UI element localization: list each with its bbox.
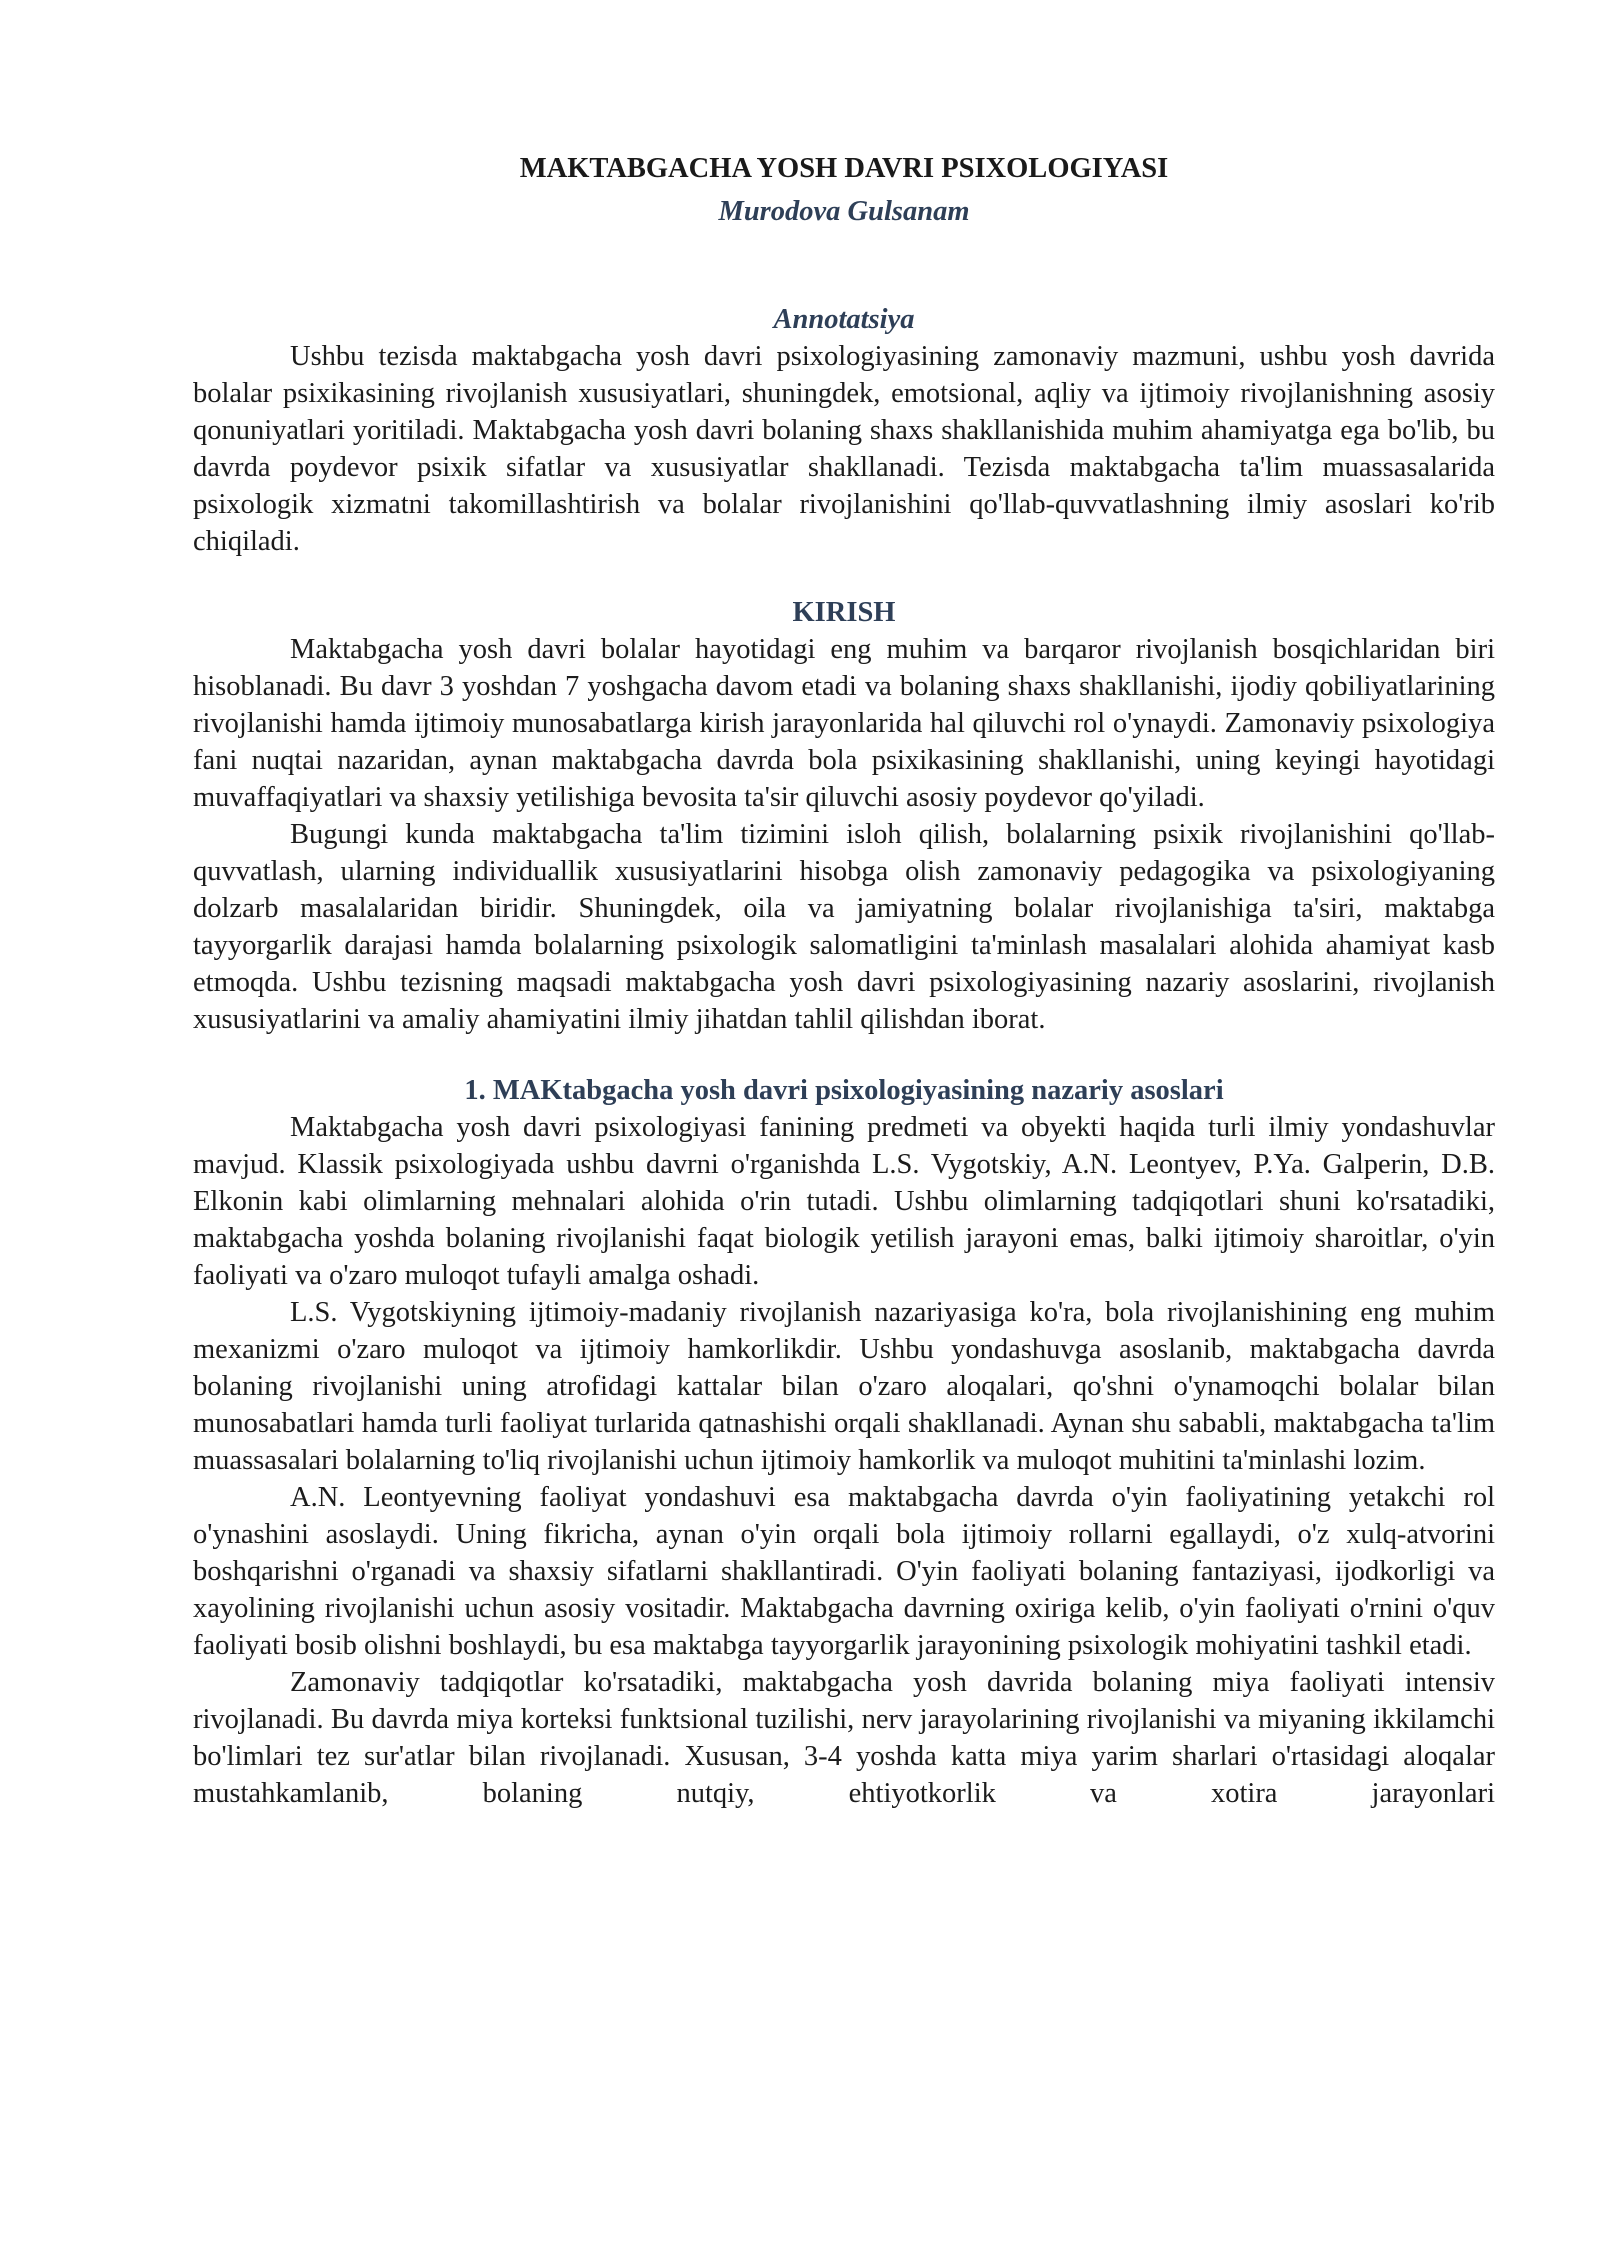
introduction-paragraph-1: Maktabgacha yosh davri bolalar hayotidagi eng muhim va barqaror rivojlanish bosqichlaridan biri hisoblanadi. Bu davr 3 yoshdan 7 yoshgacha davom etadi va bolaning shaxs shakllanishi, ijodiy qobiliyatlarining rivojlanishi hamda ijtimoiy munosabatlarga kirish jarayonlarida hal qiluvchi rol o'ynaydi. Zamonaviy psixologiya fani nuqtai nazaridan, aynan maktabgacha davrda bola psixikasining shakllanishi, uning keyingi hayotidagi muvaffaqiyatlari va shaxsiy yetilishiga bevosita ta'sir qiluvchi asosiy poydevor qo'yiladi.	[193, 634, 1495, 813]
section-1-paragraph-2: L.S. Vygotskiyning ijtimoiy-madaniy rivojlanish nazariyasiga ko'ra, bola rivojlanishining eng muhim mexanizmi o'zaro muloqot va ijtimoiy hamkorlikdir. Ushbu yondashuvga asoslanib, maktabgacha davrda bolaning rivojlanishi uning atrofidagi kattalar bilan o'zaro aloqalari, qo'shni o'ynamoqchi bolalar bilan munosabatlari hamda turli faoliyat turlarida qatnashishi orqali shakllanadi. Aynan shu sababli, maktabgacha ta'lim muassasalari bolalarning to'liq rivojlanishi uchun ijtimoiy hamkorlik va muloqot muhitini ta'minlashi lozim.	[193, 1297, 1495, 1476]
annotation-heading: Annotatsiya	[773, 304, 915, 335]
introduction-paragraph-2: Bugungi kunda maktabgacha ta'lim tizimini isloh qilish, bolalarning psixik rivojlanishini qo'llab-quvvatlash, ularning individuallik xususiyatlarini hisobga olish zamonaviy pedagogika va psixologiyaning dolzarb masalalaridan biridir. Shuningdek, oila va jamiyatning bolalar rivojlanishiga ta'siri, maktabga tayyorgarlik darajasi hamda bolalarning psixologik salomatligini ta'minlash masalalari alohida ahamiyat kasb etmoqda. Ushbu tezisning maqsadi maktabgacha yosh davri psixologiyasining nazariy asoslarini, rivojlanish xususiyatlarini va amaliy ahamiyatini ilmiy jihatdan tahlil qilishdan iborat.	[193, 819, 1495, 1035]
document-page	[193, 150, 1495, 1812]
section-1-paragraph-3: A.N. Leontyevning faoliyat yondashuvi esa maktabgacha davrda o'yin faoliyatining yetakchi rol o'ynashini asoslaydi. Uning fikricha, aynan o'yin orqali bola ijtimoiy rollarni egallaydi, o'z xulq-atvorini boshqarishni o'rganadi va shaxsiy sifatlarni shakllantiradi. O'yin faoliyati bolaning fantaziyasi, ijodkorligi va xayolining rivojlanishi uchun asosiy vositadir. Maktabgacha davrning oxiriga kelib, o'yin faoliyati o'rnini o'quv faoliyati bosib olishni boshlaydi, bu esa maktabga tayyorgarlik jarayonining psixologik mohiyatini tashkil etadi.	[193, 1482, 1495, 1661]
introduction-heading: KIRISH	[792, 597, 896, 628]
document-title: MAKTABGACHA YOSH DAVRI PSIXOLOGIYASI	[519, 153, 1169, 184]
section-1-paragraph-1: Maktabgacha yosh davri psixologiyasi fanining predmeti va obyekti haqida turli ilmiy yondashuvlar mavjud. Klassik psixologiyada ushbu davrni o'rganishda L.S. Vygotskiy, A.N. Leontyev, P.Ya. Galperin, D.B. Elkonin kabi olimlarning mehnalari alohida o'rin tutadi. Ushbu olimlarning tadqiqotlari shuni ko'rsatadiki, maktabgacha yoshda bolaning rivojlanishi faqat biologik yetilish jarayoni emas, balki ijtimoiy sharoitlar, o'yin faoliyati va o'zaro muloqot tufayli amalga oshadi.	[193, 1112, 1495, 1291]
author-name: Murodova Gulsanam	[718, 196, 970, 227]
annotation-paragraph: Ushbu tezisda maktabgacha yosh davri psixologiyasining zamonaviy mazmuni, ushbu yosh davrida bolalar psixikasining rivojlanish xususiyatlari, shuningdek, emotsional, aqliy va ijtimoiy rivojlanishning asosiy qonuniyatlari yoritiladi. Maktabgacha yosh davri bolaning shaxs shakllanishida muhim ahamiyatga ega bo'lib, bu davrda poydevor psixik sifatlar va xususiyatlar shakllanadi. Tezisda maktabgacha ta'lim muassasalarida psixologik xizmatni takomillashtirish va bolalar rivojlanishini qo'llab-quvvatlashning ilmiy asoslari ko'rib chiqiladi.	[193, 341, 1495, 557]
section-1-heading: 1. MAKtabgacha yosh davri psixologiyasining nazariy asoslari	[464, 1075, 1224, 1106]
section-1-paragraph-4: Zamonaviy tadqiqotlar ko'rsatadiki, maktabgacha yosh davrida bolaning miya faoliyati intensiv rivojlanadi. Bu davrda miya korteksi funktsional tuzilishi, nerv jarayolarining rivojlanishi va miyaning ikkilamchi bo'limlari tez sur'atlar bilan rivojlanadi. Xususan, 3-4 yoshda katta miya yarim sharlari o'rtasidagi aloqalar mustahkamlanib, bolaning nutqiy, ehtiyotkorlik va xotira jarayonlari	[193, 1667, 1495, 1809]
